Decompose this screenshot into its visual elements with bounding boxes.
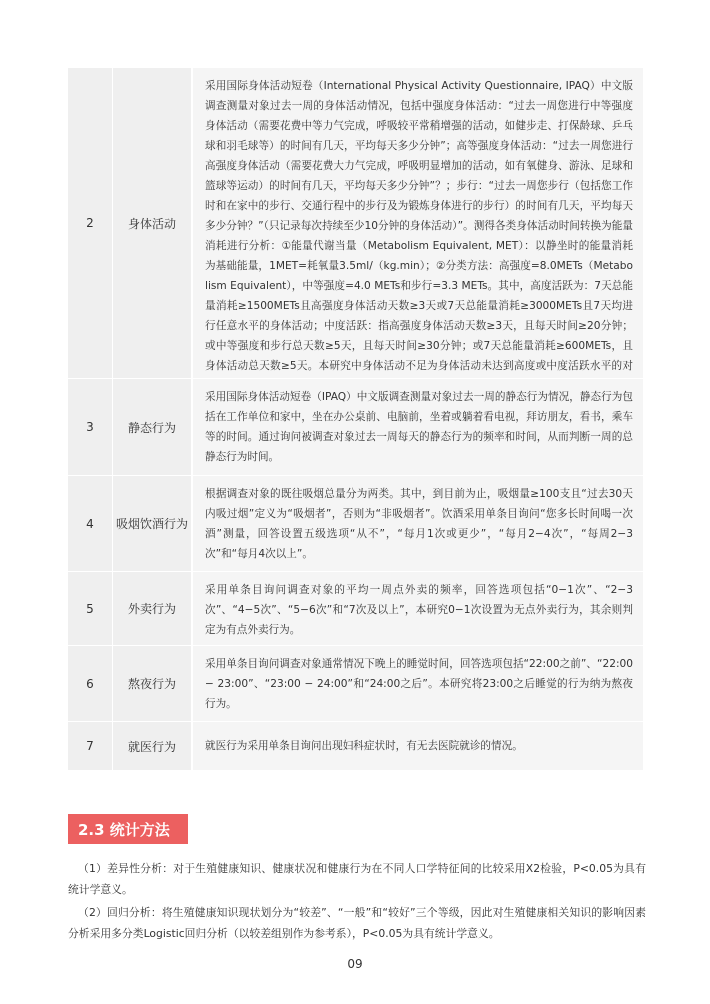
table-row xyxy=(68,476,643,572)
behavior-table xyxy=(68,68,643,771)
table-row xyxy=(68,68,643,379)
row-number: 6 xyxy=(68,646,112,721)
row-description: 根据调查对象的既往吸烟总量分为两类。其中，到目前为止，吸烟量≥100支且“过去30天内吸过烟”定义为“吸烟者”，否则为“非吸烟者”。饮酒采用单条目询问“您多长时间喝一次酒”测量，回答设置五级选项“从不”，“每月1次或更少”，“每月2−4次”，“每周2−3次”和“每月4次以上”。 xyxy=(191,476,643,571)
row-description: 采用国际身体活动短卷（IPAQ）中文版调查测量对象过去一周的静态行为情况，静态行为包括在工作单位和家中，坐在办公桌前、电脑前，坐着或躺着看电视，拜访朋友，看书，乘车等的时间。通过询问被调查对象过去一周每天的静态行为的频率和时间，从而判断一周的总静态行为时间。 xyxy=(191,379,643,475)
table-row xyxy=(68,379,643,476)
row-number: 5 xyxy=(68,572,112,645)
row-description: 采用单条目询问调查对象的平均一周点外卖的频率，回答选项包括“0−1次”、“2−3次”、“4−5次”、“5−6次”和“7次及以上”，本研究0−1次设置为无点外卖行为，其余则判定为有点外卖行为。 xyxy=(191,572,643,645)
row-item-name: 静态行为 xyxy=(112,379,191,475)
section-heading: 2.3 统计方法 xyxy=(68,814,188,844)
row-item-name: 吸烟饮酒行为 xyxy=(112,476,191,571)
row-item-name: 身体活动 xyxy=(112,68,191,378)
row-item-name: 就医行为 xyxy=(112,722,191,770)
row-description-text: 采用国际身体活动短卷（International Physical Activity Questionnaire, IPAQ）中文版调查测量对象过去一周的身体活动情况，包括中强度身体活动：“过去一周您进行中等强度身体活动（需要花费中等力气完成，呼吸较平常稍增强的活动，如健步走、打保龄球、乒乓球和羽毛球等）的时间有几天，平均每天多少分钟”；高等强度身体活动：“过去一周您进行高强度身体活动（需要花费大力气完成，呼吸明显增加的活动，如有氧健身、游泳、足球和篮球等运动）的时间有几天，平均每天多少分钟”？；步行：“过去一周您步行（包括您工作时和在家中的步行、交通行程中的步行及为锻炼身体进行的步行）的时间有几天，平均每天多少分钟？”（只记录每次持续至少10分钟的身体活动）”。测得各类身体活动时间转换为能量消耗进行分析：①能量代谢当量（Metabolism Equivalent, MET）：以静坐时的能量消耗为基础能量，1MET=耗氧量3.5ml/（kg.min）；②分类方法：高强度=8.0METs（Metabolism Equivalent），中等强度=4.0 METs和步行=3.3 METs。其中，高度活跃为：7天总能量消耗≥1500METs且高强度身体活动天数≥3天或7天总能量消耗≥3000METs且7天均进行任意水平的身体活动；中度活跃：指高强度身体活动天数≥3天，且每天时间≥20分钟；或中等强度和步行总天数≥5天，且每天时间≥30分钟；或7天总能量消耗≥600METs，且身体活动总天数≥5天。本研究中身体活动不足为身体活动未达到高度或中度活跃水平的对 xyxy=(205,80,633,372)
paragraph-difference-analysis: （1）差异性分析：对于生殖健康知识、健康状况和健康行为在不同人口学特征间的比较采用X2检验，P<0.05为具有统计学意义。 xyxy=(68,862,646,896)
row-description: 采用单条目询问调查对象通常情况下晚上的睡觉时间，回答选项包括“22:00之前”、“22:00 − 23:00”、“23:00 − 24:00”和“24:00之后”。本研究将23:00之后睡觉的行为纳为熬夜行为。 xyxy=(191,646,643,721)
paragraph-regression-analysis: （2）回归分析：将生殖健康知识现状划分为“较差”、“一般”和“较好”三个等级，因此对生殖健康相关知识的影响因素分析采用多分类Logistic回归分析（以较差组别作为参考系），P<0.05为具有统计学意义。 xyxy=(68,906,646,940)
row-number: 4 xyxy=(68,476,112,571)
row-description xyxy=(191,68,643,378)
page-number: 09 xyxy=(347,957,363,971)
table-row xyxy=(68,646,643,722)
row-item-name: 熬夜行为 xyxy=(112,646,191,721)
row-number: 7 xyxy=(68,722,112,770)
row-number: 3 xyxy=(68,379,112,475)
table-row xyxy=(68,572,643,646)
row-item-name: 外卖行为 xyxy=(112,572,191,645)
row-description: 就医行为采用单条目询问出现妇科症状时，有无去医院就诊的情况。 xyxy=(191,722,643,770)
table-row xyxy=(68,722,643,771)
row-number: 2 xyxy=(68,68,112,378)
